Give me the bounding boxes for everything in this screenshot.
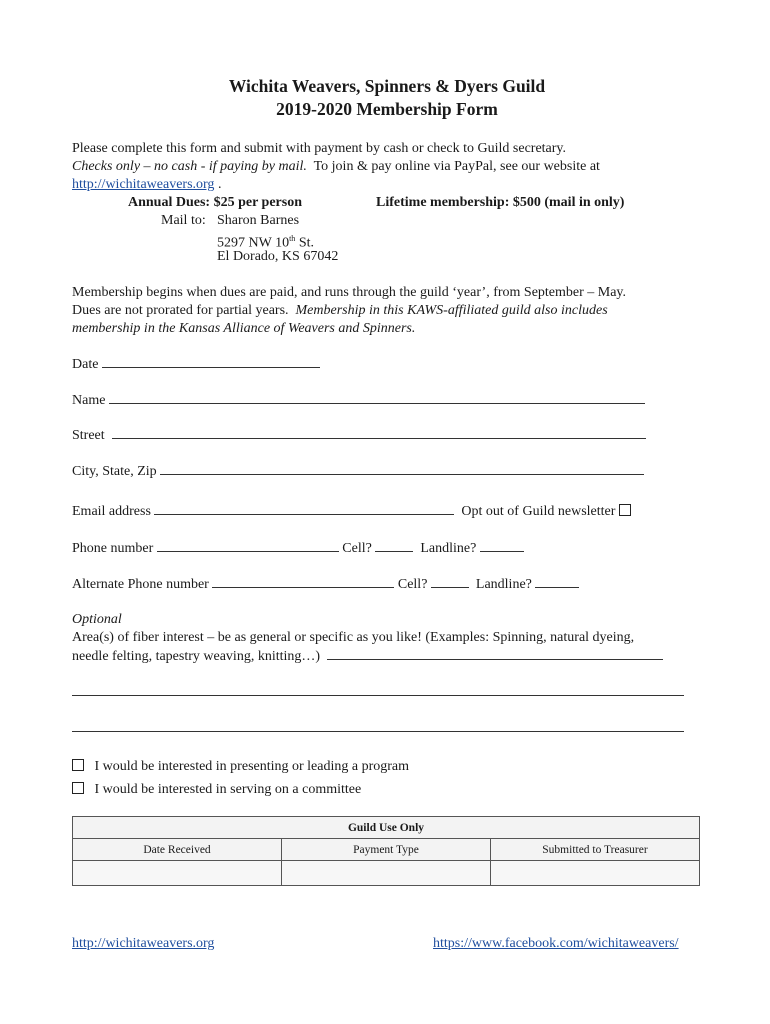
phone-label: Phone number [72,541,154,556]
fiber-interest-field[interactable] [327,647,663,660]
col-date-received: Date Received [73,839,282,861]
alt-phone-cell-field[interactable] [431,575,469,588]
street-label: Street [72,428,105,443]
intro-line-2 [72,158,600,176]
street-field[interactable] [112,426,646,439]
mail-to-label: Mail to: [161,213,206,228]
col-submitted-treasurer: Submitted to Treasurer [491,839,700,861]
presenting-label: I would be interested in presenting or leading a program [94,759,410,774]
opt-out-checkbox[interactable] [619,504,631,516]
phone-cell-label: Cell? [342,541,372,556]
phone-row [72,539,524,558]
mail-name: Sharon Barnes [217,213,300,228]
alt-phone-landline-field[interactable] [535,575,579,588]
guild-use-table [72,816,700,886]
membership-kaws-note: Membership in this KAWS-affiliated guild also includes [295,303,608,318]
footer-facebook-link[interactable]: https://www.facebook.com/wichitaweavers/ [433,936,679,951]
committee-row [72,781,361,799]
membership-line-3: membership in the Kansas Alliance of Weavers and Spinners. [72,321,416,336]
fiber-interest-extra-line-2[interactable] [72,719,684,732]
committee-label: I would be interested in serving on a committee [94,782,362,797]
payment-type-cell[interactable] [282,861,491,886]
street-row [72,426,646,445]
form-title: Wichita Weavers, Spinners & Dyers Guild [228,76,546,96]
submitted-treasurer-cell[interactable] [491,861,700,886]
fiber-interest-extra-line-1[interactable] [72,683,684,696]
membership-line-1: Membership begins when dues are paid, and runs through the guild ‘year’, from September – May. [72,285,627,300]
alt-phone-landline-label: Landline? [475,577,532,592]
footer-website-wrap [72,935,214,953]
fiber-interest-extra-row-1 [72,683,684,702]
annual-dues: Annual Dues: $25 per person [128,195,302,210]
city-label: City, State, Zip [72,464,157,479]
name-field[interactable] [109,391,645,404]
alt-phone-field[interactable] [212,575,394,588]
guild-use-title: Guild Use Only [73,817,700,839]
fiber-interest-examples: needle felting, tapestry weaving, knitting…) [72,649,321,664]
name-row [72,391,645,410]
form-subtitle: 2019-2020 Membership Form [276,99,498,119]
email-row [72,502,631,521]
city-field[interactable] [160,462,644,475]
footer-website-link[interactable]: http://wichitaweavers.org [72,936,215,951]
date-field[interactable] [102,355,320,368]
alt-phone-cell-label: Cell? [397,577,428,592]
membership-prorate-note: Dues are not prorated for partial years. [72,303,296,318]
lifetime-membership: Lifetime membership: $500 (mail in only) [376,195,625,210]
phone-landline-label: Landline? [420,541,477,556]
optional-heading: Optional [72,612,122,627]
phone-cell-field[interactable] [375,539,413,552]
presenting-checkbox[interactable] [72,759,84,771]
alt-phone-row [72,575,579,594]
intro-line-3-end: . [214,177,222,192]
col-payment-type: Payment Type [282,839,491,861]
intro-checks-note: Checks only – no cash - if paying by mail. [72,159,307,174]
date-label: Date [72,357,99,372]
mail-street-sup: th [289,234,296,243]
membership-line-2 [72,302,608,320]
committee-checkbox[interactable] [72,782,84,794]
fiber-interest-line-1: Area(s) of fiber interest – be as general or specific as you like! (Examples: Spinning, natural dyeing, [72,630,635,645]
mail-street-suffix: St. [295,235,314,251]
phone-landline-field[interactable] [480,539,524,552]
presenting-row [72,758,409,776]
mail-city: El Dorado, KS 67042 [217,249,339,264]
fiber-interest-line-2 [72,647,663,666]
email-label: Email address [72,504,151,519]
alt-phone-label: Alternate Phone number [72,577,209,592]
date-received-cell[interactable] [73,861,282,886]
city-row [72,462,644,481]
fiber-interest-extra-row-2 [72,719,684,738]
mail-street-number: 5297 NW 10 [217,235,290,251]
opt-out-label: Opt out of Guild newsletter [461,504,616,519]
date-row [72,355,320,374]
intro-line-1: Please complete this form and submit with payment by cash or check to Guild secretary. [72,141,567,156]
website-link[interactable]: http://wichitaweavers.org [72,177,215,192]
footer-facebook-wrap [433,935,679,953]
phone-field[interactable] [157,539,339,552]
intro-line-3 [72,176,221,194]
intro-paypal-note: To join & pay online via PayPal, see our website at [306,159,600,174]
email-field[interactable] [154,502,454,515]
name-label: Name [72,393,106,408]
